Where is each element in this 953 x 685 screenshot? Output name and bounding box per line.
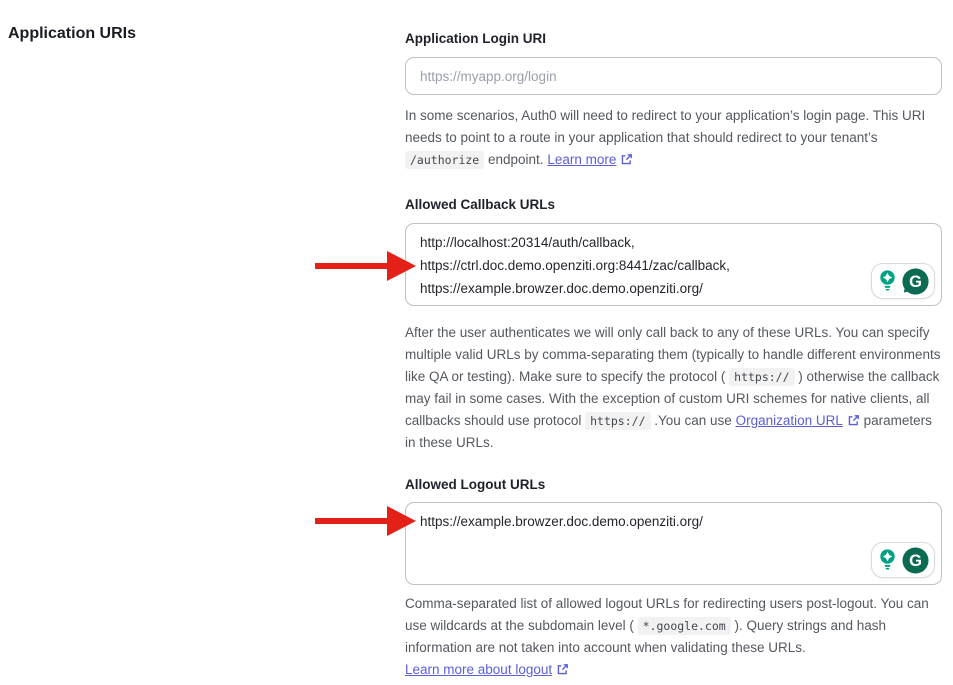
logout-help-text-2: ). Query strings and hash information are not taken into account when validating these URLs. bbox=[405, 618, 887, 655]
grammarly-widget[interactable] bbox=[871, 263, 935, 299]
authorize-endpoint-code: /authorize bbox=[405, 151, 484, 169]
login-uri-help-text: In some scenarios, Auth0 will need to redirect to your application’s login page. This URI needs to point to a route in your application that should redirect to your tenant’s bbox=[405, 108, 926, 145]
grammarly-logo-icon bbox=[902, 268, 929, 295]
callback-urls-help bbox=[405, 322, 942, 454]
external-link-icon bbox=[620, 153, 633, 166]
callback-annotation-arrow bbox=[315, 251, 416, 281]
https-protocol-code: https:// bbox=[729, 368, 794, 386]
grammarly-suggestion-icon bbox=[877, 547, 898, 573]
learn-more-logout-link[interactable]: Learn more about logout bbox=[405, 662, 569, 677]
arrow-shaft bbox=[315, 263, 391, 269]
logout-urls-help bbox=[405, 593, 942, 681]
https-protocol-code-2: https:// bbox=[585, 412, 650, 430]
logout-help-text-1: Comma-separated list of allowed logout URLs for redirecting users post-logout. You can use wildcards at the subdomain level ( bbox=[405, 596, 929, 633]
page-title: Application URIs bbox=[8, 25, 137, 42]
wildcard-subdomain-code: *.google.com bbox=[638, 617, 731, 635]
login-uri-input[interactable] bbox=[405, 57, 942, 95]
learn-more-link[interactable]: Learn more bbox=[547, 152, 633, 167]
callback-help-text-1: After the user authenticates we will only call back to any of these URLs. You can specify multiple valid URLs by comma-separating them (typically to handle different environments like QA or testing). Make sure to specify the protocol ( bbox=[405, 325, 941, 384]
logout-annotation-arrow bbox=[315, 506, 416, 536]
arrow-shaft bbox=[315, 518, 391, 524]
external-link-icon bbox=[847, 414, 860, 427]
logout-urls-label: Allowed Logout URLs bbox=[405, 477, 546, 492]
grammarly-widget[interactable] bbox=[871, 542, 935, 578]
login-uri-help bbox=[405, 105, 942, 171]
grammarly-suggestion-icon bbox=[877, 268, 898, 294]
login-uri-help-text-2: endpoint. bbox=[484, 152, 548, 167]
logout-urls-field bbox=[405, 502, 942, 585]
organization-url-link[interactable]: Organization URL bbox=[736, 413, 860, 428]
svg-text:G: G bbox=[909, 272, 922, 291]
callback-help-text-2: ) otherwise the callback may fail in some cases. With the exception of custom URI schemes for native clients, all callbacks should use protocol bbox=[405, 369, 940, 428]
application-uris-form bbox=[405, 30, 942, 681]
logout-urls-textarea[interactable] bbox=[405, 502, 942, 585]
login-uri-label: Application Login URI bbox=[405, 31, 546, 46]
external-link-icon bbox=[556, 663, 569, 676]
callback-help-text-3: .You can use bbox=[650, 413, 736, 428]
callback-urls-textarea[interactable] bbox=[405, 223, 942, 306]
grammarly-logo-icon bbox=[902, 547, 929, 574]
callback-urls-label: Allowed Callback URLs bbox=[405, 197, 556, 212]
callback-urls-field bbox=[405, 223, 942, 306]
svg-text:G: G bbox=[909, 551, 922, 570]
callback-help-text-4: parameters in these URLs. bbox=[405, 413, 932, 450]
